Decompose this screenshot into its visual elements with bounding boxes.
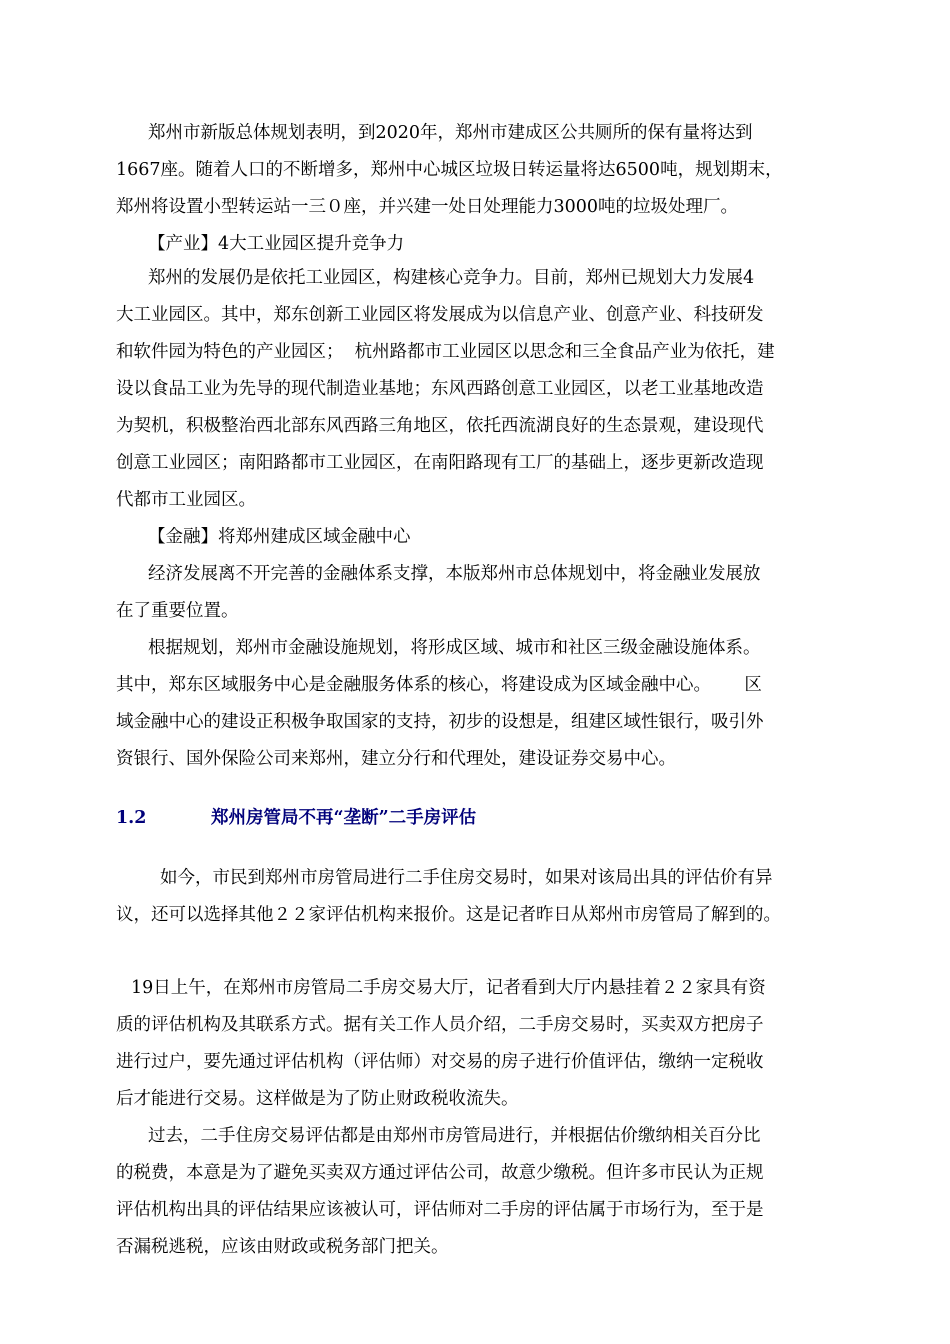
paragraph-line: 设以食品工业为先导的现代制造业基地；东风西路创意工业园区，以老工业基地改造 bbox=[116, 379, 764, 399]
paragraph-line: 1667座。随着人口的不断增多，郑州中心城区垃圾日转运量将达6500吨，规划期末， bbox=[116, 160, 783, 180]
section-subtitle: 【产业】4大工业园区提升竞争力 bbox=[148, 234, 405, 254]
paragraph-line: 为契机，积极整治西北部东风西路三角地区，依托西流湖良好的生态景观，建设现代 bbox=[116, 416, 764, 436]
paragraph-line: 过去，二手住房交易评估都是由郑州市房管局进行，并根据估价缴纳相关百分比 bbox=[148, 1126, 761, 1146]
paragraph-line: 郑州的发展仍是依托工业园区，构建核心竞争力。目前，郑州已规划大力发展4 bbox=[148, 268, 755, 288]
paragraph-line: 如今，市民到郑州市房管局进行二手住房交易时，如果对该局出具的评估价有异 bbox=[160, 868, 773, 888]
paragraph-line: 创意工业园区；南阳路都市工业园区，在南阳路现有工厂的基础上，逐步更新改造现 bbox=[116, 453, 764, 473]
paragraph-line: 评估机构出具的评估结果应该被认可，评估师对二手房的评估属于市场行为，至于是 bbox=[116, 1200, 764, 1220]
section-subtitle: 【金融】将郑州建成区域金融中心 bbox=[148, 527, 411, 547]
paragraph-line: 质的评估机构及其联系方式。据有关工作人员介绍，二手房交易时，买卖双方把房子 bbox=[116, 1015, 764, 1035]
paragraph-line: 19日上午，在郑州市房管局二手房交易大厅，记者看到大厅内悬挂着２２家具有资 bbox=[131, 978, 766, 998]
section-number: 1.2 bbox=[116, 808, 147, 828]
paragraph-line: 在了重要位置。 bbox=[116, 601, 239, 621]
paragraph-line: 郑州将设置小型转运站一三０座，并兴建一处日处理能力3000吨的垃圾处理厂。 bbox=[116, 197, 739, 217]
paragraph-line: 其中，郑东区域服务中心是金融服务体系的核心，将建设成为区域金融中心。 区 bbox=[116, 675, 762, 695]
paragraph-line: 郑州市新版总体规划表明，到2020年，郑州市建成区公共厕所的保有量将达到 bbox=[148, 123, 753, 143]
paragraph-line: 后才能进行交易。这样做是为了防止财政税收流失。 bbox=[116, 1089, 519, 1109]
paragraph-line: 大工业园区。其中，郑东创新工业园区将发展成为以信息产业、创意产业、科技研发 bbox=[116, 305, 764, 325]
paragraph-line: 代都市工业园区。 bbox=[116, 490, 256, 510]
paragraph-line: 进行过户，要先通过评估机构（评估师）对交易的房子进行价值评估，缴纳一定税收 bbox=[116, 1052, 764, 1072]
paragraph-line: 的税费，本意是为了避免买卖双方通过评估公司，故意少缴税。但许多市民认为正规 bbox=[116, 1163, 764, 1183]
paragraph-line: 和软件园为特色的产业园区； 杭州路都市工业园区以思念和三全食品产业为依托，建 bbox=[116, 342, 775, 362]
paragraph-line: 否漏税逃税，应该由财政或税务部门把关。 bbox=[116, 1237, 449, 1257]
paragraph-line: 根据规划，郑州市金融设施规划，将形成区域、城市和社区三级金融设施体系。 bbox=[148, 638, 761, 658]
paragraph-line: 议，还可以选择其他２２家评估机构来报价。这是记者昨日从郑州市房管局了解到的。 bbox=[116, 905, 781, 925]
section-title: 郑州房管局不再“垄断”二手房评估 bbox=[211, 808, 477, 828]
paragraph-line: 资银行、国外保险公司来郑州，建立分行和代理处，建设证券交易中心。 bbox=[116, 749, 676, 769]
paragraph-line: 域金融中心的建设正积极争取国家的支持，初步的设想是，组建区域性银行，吸引外 bbox=[116, 712, 764, 732]
paragraph-line: 经济发展离不开完善的金融体系支撑，本版郑州市总体规划中，将金融业发展放 bbox=[148, 564, 761, 584]
